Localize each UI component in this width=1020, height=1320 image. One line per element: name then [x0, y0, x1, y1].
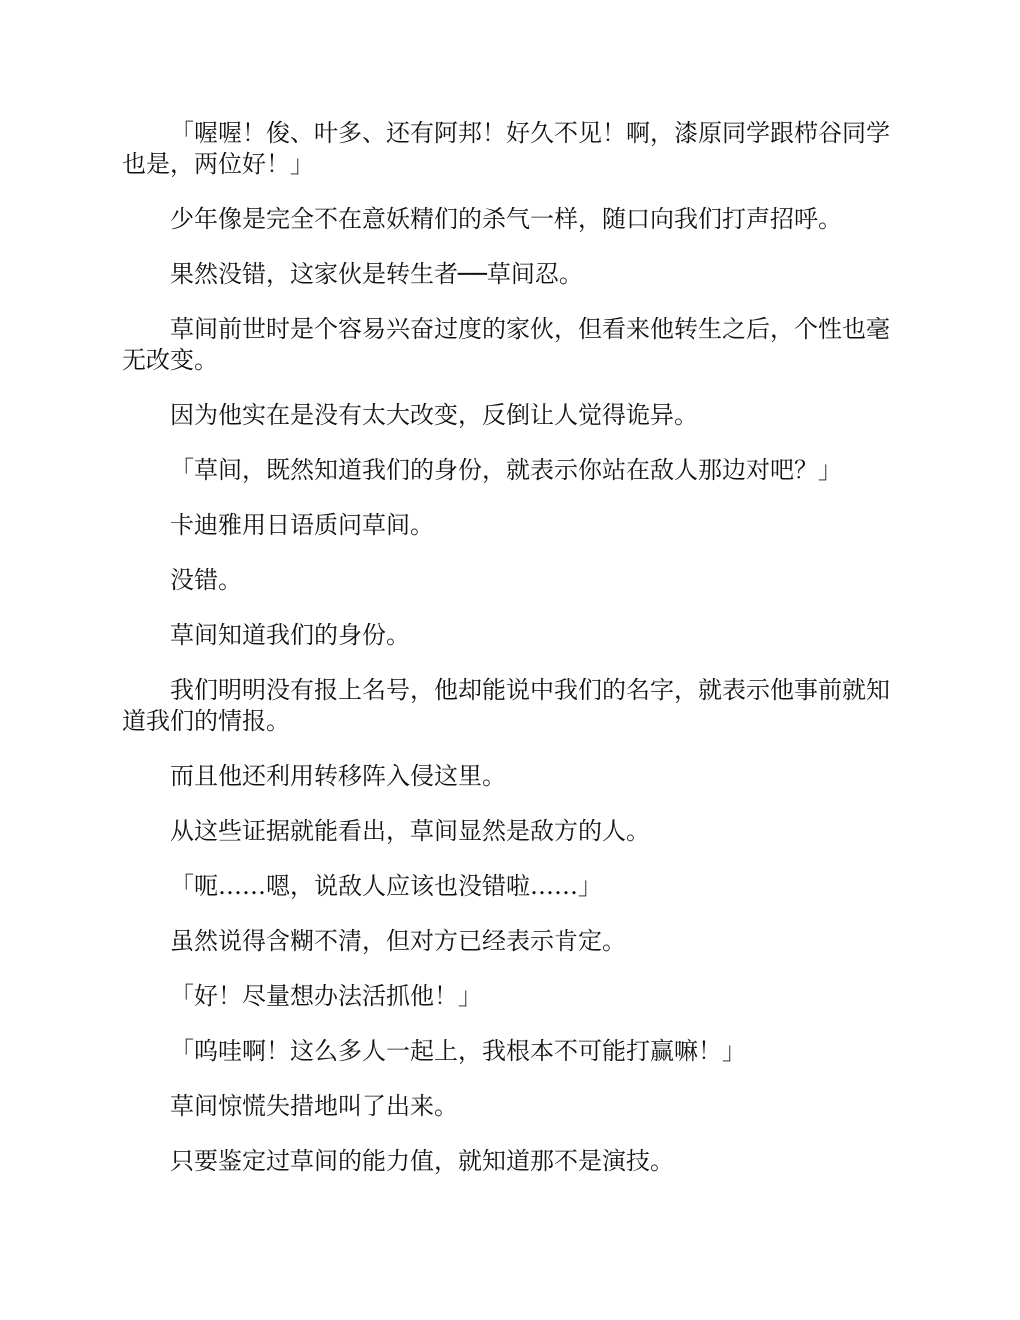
paragraph-13: 「呃……嗯，说敌人应该也没错啦……」 — [170, 872, 602, 900]
paragraph-2: 少年像是完全不在意妖精们的杀气一样，随口向我们打声招呼。 — [170, 205, 842, 233]
paragraph-18: 只要鉴定过草间的能力值，就知道那不是演技。 — [170, 1147, 674, 1175]
paragraph-16: 「呜哇啊！这么多人一起上，我根本不可能打赢嘛！」 — [170, 1037, 746, 1065]
paragraph-9: 草间知道我们的身份。 — [170, 621, 410, 649]
paragraph-7: 卡迪雅用日语质问草间。 — [170, 511, 434, 539]
paragraph-17: 草间惊慌失措地叫了出来。 — [170, 1092, 458, 1120]
paragraph-1: 「喔喔！俊、叶多、还有阿邦！好久不见！啊，漆原同学跟栉谷同学也是，两位好！」 — [122, 119, 890, 178]
paragraph-15: 「好！尽量想办法活抓他！」 — [170, 982, 482, 1010]
document-page — [122, 118, 898, 1201]
paragraph-4: 草间前世时是个容易兴奋过度的家伙，但看来他转生之后，个性也毫无改变。 — [122, 315, 890, 374]
paragraph-6: 「草间，既然知道我们的身份，就表示你站在敌人那边对吧？」 — [170, 456, 842, 484]
paragraph-14: 虽然说得含糊不清，但对方已经表示肯定。 — [170, 927, 626, 955]
paragraph-11: 而且他还利用转移阵入侵这里。 — [170, 762, 506, 790]
paragraph-5: 因为他实在是没有太大改变，反倒让人觉得诡异。 — [170, 401, 698, 429]
paragraph-8: 没错。 — [170, 566, 242, 594]
paragraph-10: 我们明明没有报上名号，他却能说中我们的名字，就表示他事前就知道我们的情报。 — [122, 676, 890, 735]
paragraph-3: 果然没错，这家伙是转生者──草间忍。 — [170, 260, 583, 288]
paragraph-12: 从这些证据就能看出，草间显然是敌方的人。 — [170, 817, 650, 845]
